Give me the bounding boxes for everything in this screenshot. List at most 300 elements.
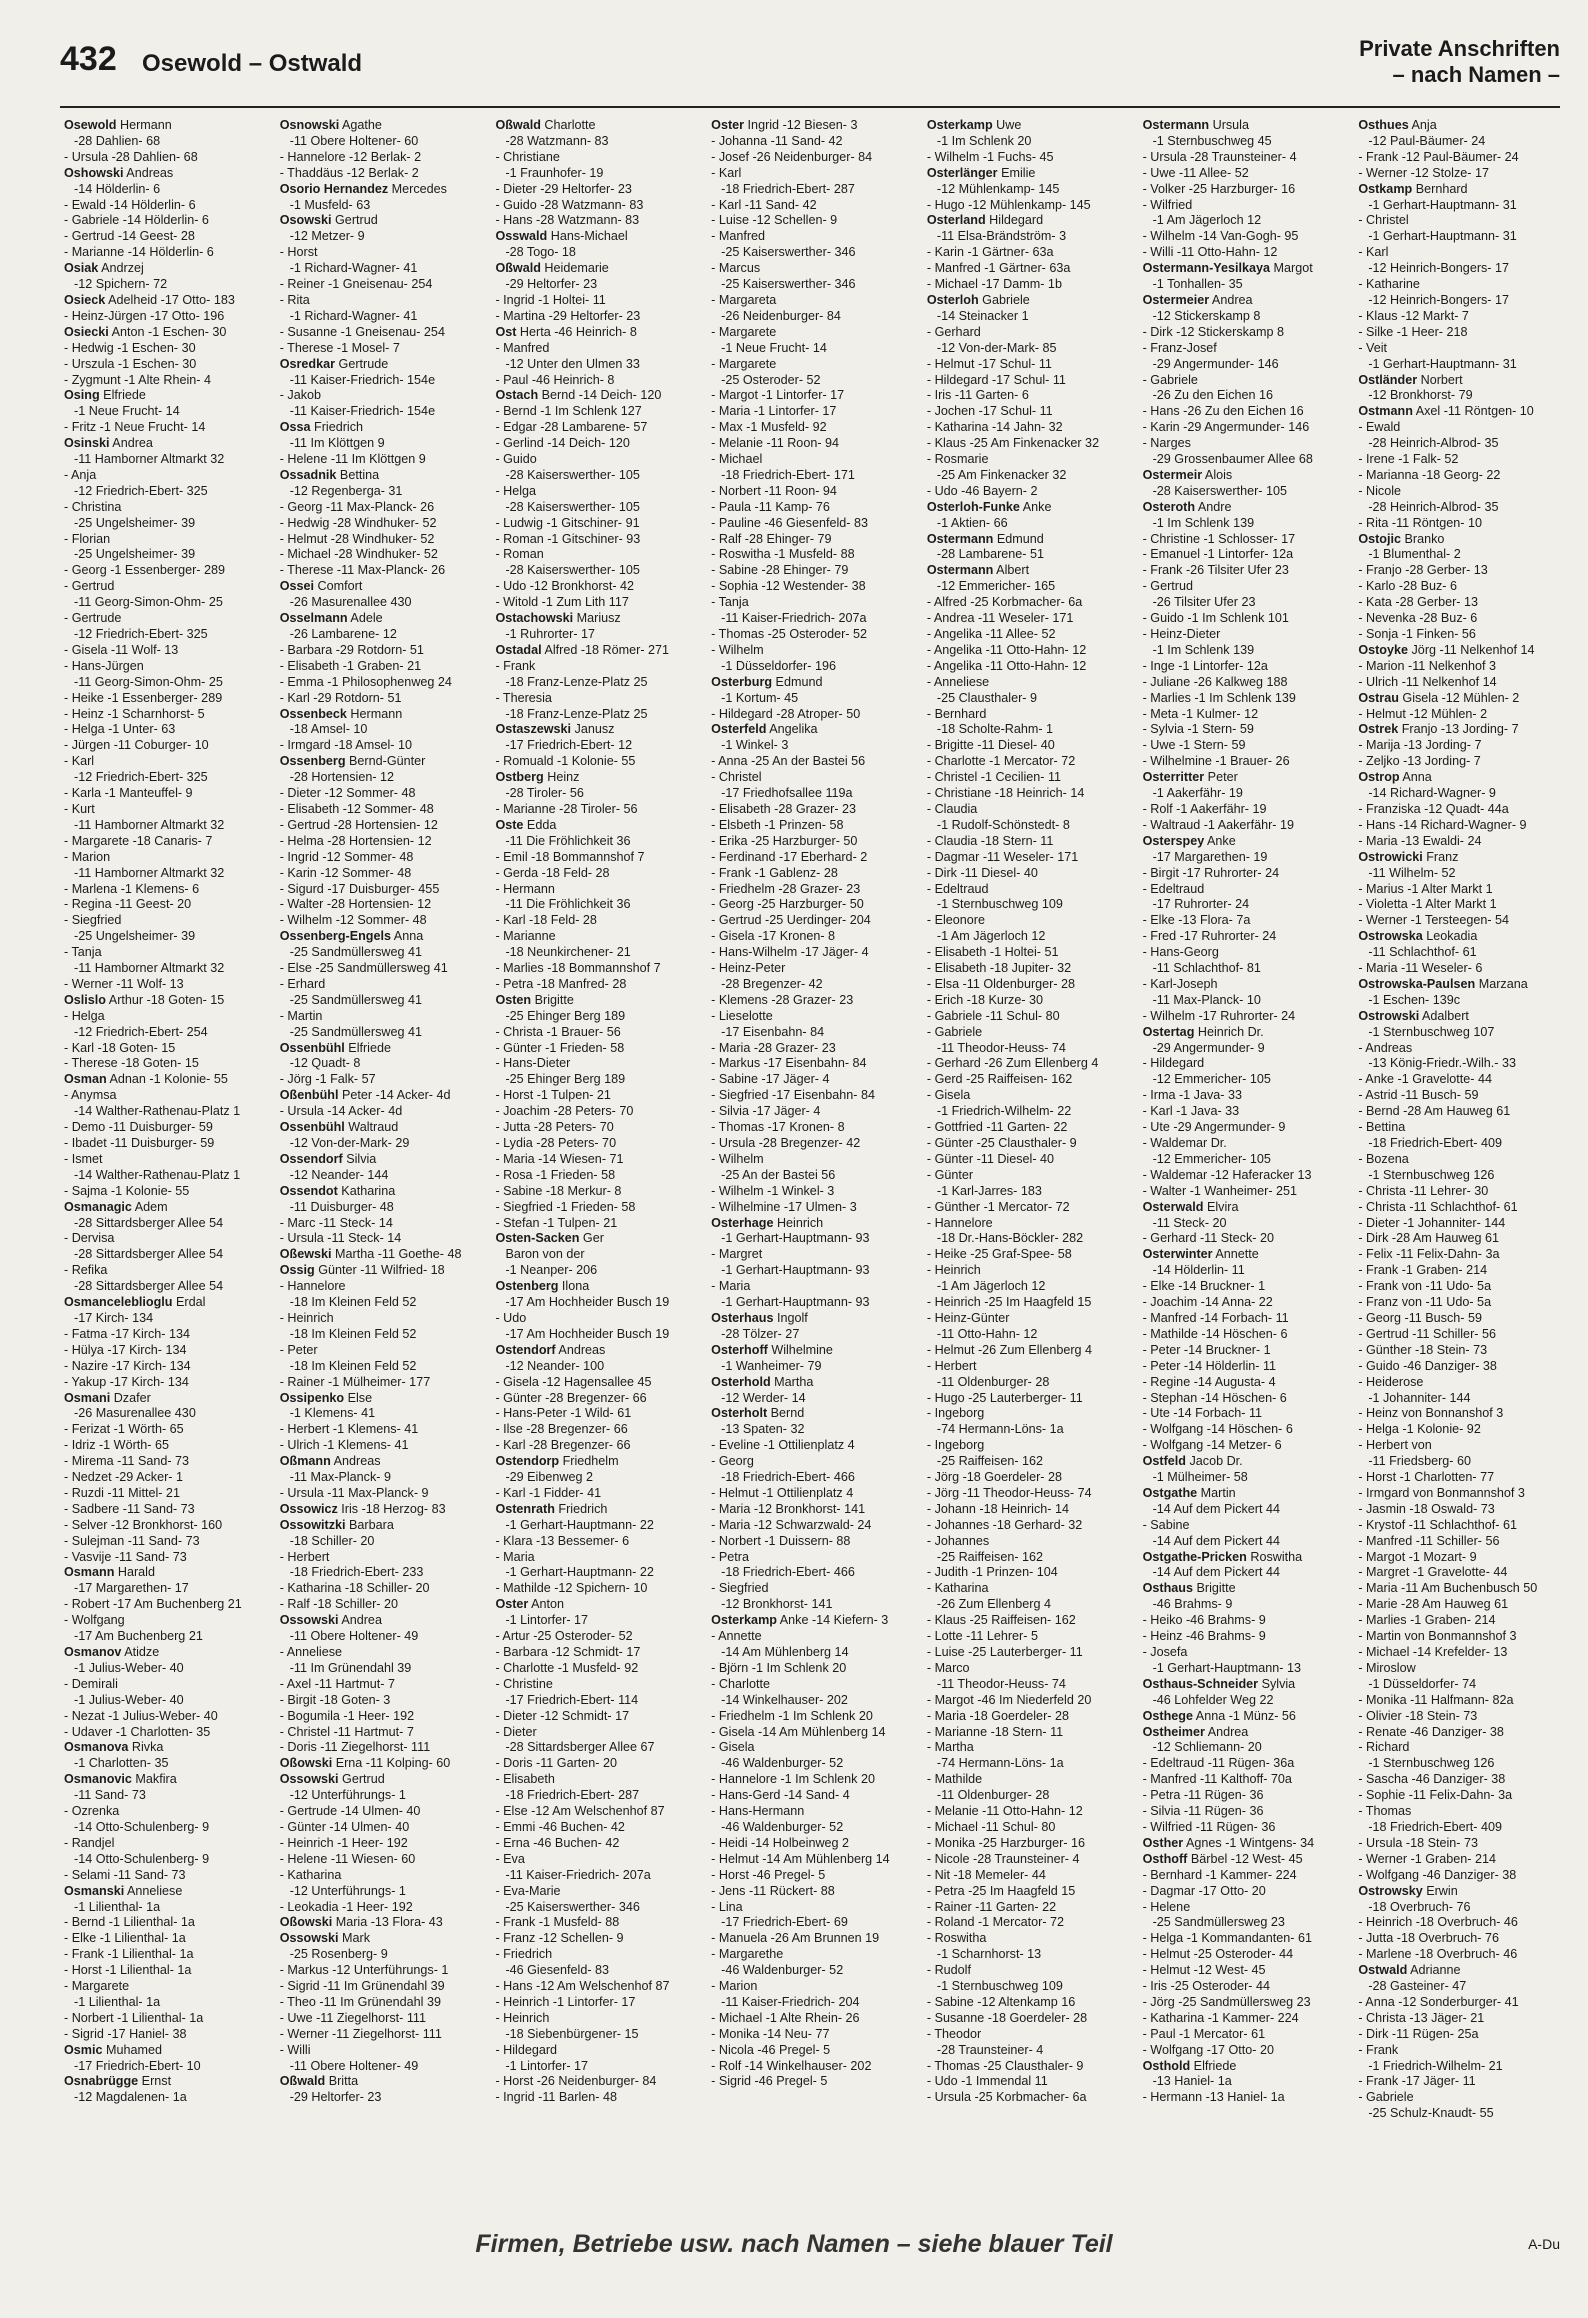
directory-entry (1358, 977, 1564, 993)
directory-entry (495, 1231, 701, 1247)
directory-entry: -1 Mülheimer- 58 (1152, 1470, 1248, 1485)
directory-entry: - Barbara -29 Rotdorn- 51 (279, 642, 424, 657)
directory-entry: - Gisela -14 Am Mühlenberg 14 (711, 1724, 886, 1739)
directory-entry: - Edeltraud -11 Rügen- 36a (1142, 1756, 1295, 1771)
surname: Ossenberg-Engels (279, 929, 391, 944)
directory-entry: - Ulrich -11 Nelkenhof 14 (1358, 674, 1497, 689)
directory-entry: - Marc -11 Steck- 14 (279, 1215, 393, 1230)
entry-detail: Heinrich (773, 1215, 824, 1230)
directory-entry: - Wilhelmine -1 Brauer- 26 (1142, 754, 1290, 769)
directory-entry: -28 Dahlien- 68 (74, 133, 161, 148)
surname: Ossowicz (279, 1501, 338, 1516)
directory-entry: - Doris -11 Garten- 20 (495, 1756, 617, 1771)
entry-detail: Britta (325, 2074, 359, 2089)
directory-entry: -28 Watzmann- 83 (505, 133, 609, 148)
entry-detail: Gertrud (338, 1772, 385, 1787)
directory-entry: -12 Magdalenen- 1a (74, 2090, 187, 2105)
directory-entry: - Sylvia -1 Stern- 59 (1142, 722, 1254, 737)
directory-entry: -12 Von-der-Mark- 29 (289, 1136, 410, 1150)
directory-entry: - Franz-Josef (1142, 340, 1217, 355)
surname: Oßowski (279, 1915, 333, 1930)
directory-entry: -1 Aakerfähr- 19 (1152, 786, 1243, 801)
directory-entry: - Hans-Hermann (711, 1804, 805, 1819)
directory-entry: -17 Eisenbahn- 84 (721, 1024, 825, 1039)
surname: Ostmann (1358, 404, 1413, 419)
directory-entry: - Marlies -1 Graben- 214 (1358, 1613, 1496, 1628)
directory-entry: - Mirema -11 Sand- 73 (64, 1454, 190, 1469)
surname: Ostertag (1142, 1024, 1195, 1039)
directory-entry: - Anymsa (64, 1088, 117, 1103)
directory-entry (64, 1295, 270, 1311)
surname: Ossowski (279, 1931, 339, 1946)
directory-entry: - Christine (495, 1676, 553, 1691)
directory-entry: -29 Angermunder- 146 (1152, 356, 1279, 371)
directory-entry: - Klaus -25 Raiffeisen- 162 (926, 1613, 1076, 1628)
directory-entry: - Hedwig -28 Windhuker- 52 (279, 515, 437, 530)
directory-entry: - Rita (279, 292, 310, 307)
directory-entry: - Iris -25 Osteroder- 44 (1142, 1979, 1270, 1994)
directory-entry: - Margret -1 Gravelotte- 44 (1358, 1565, 1508, 1580)
directory-entry: - Gabriele (1142, 372, 1198, 387)
directory-entry: -28 Heinrich-Albrod- 35 (1368, 499, 1499, 514)
directory-entry: -12 Emmericher- 165 (936, 579, 1056, 594)
directory-entry: - Christina (64, 499, 122, 514)
directory-entry: -26 Neidenburger- 84 (721, 308, 841, 323)
directory-entry: - Marie -28 Am Hauweg 61 (1358, 1597, 1509, 1612)
directory-entry: -18 Franz-Lenze-Platz 25 (505, 674, 648, 689)
directory-entry: - Erich -18 Kurze- 30 (926, 992, 1044, 1007)
entry-detail: Adalbert (1419, 1008, 1469, 1023)
directory-entry: -11 Max-Planck- 9 (289, 1470, 391, 1485)
surname: Ostermeir (1142, 467, 1203, 482)
directory-entry: -28 Sittardsberger Allee 54 (74, 1215, 224, 1230)
directory-entry: - Georg -11 Busch- 59 (1358, 1310, 1482, 1325)
directory-entry: - Hildegard (1142, 1056, 1205, 1071)
directory-entry: - Iris -11 Garten- 6 (926, 388, 1029, 403)
directory-entry: - Gabriele -11 Schul- 80 (926, 1008, 1060, 1023)
directory-entry: - Irmgard -18 Amsel- 10 (279, 738, 412, 753)
entry-detail: Heinz (543, 770, 580, 785)
entry-detail: Adem (131, 1199, 168, 1214)
directory-entry: - Marlene -18 Overbruch- 46 (1358, 1947, 1518, 1962)
surname: Osing (64, 388, 100, 403)
directory-entry: -1 Julius-Weber- 40 (74, 1692, 184, 1707)
directory-entry (280, 1915, 486, 1931)
surname: Osterwinter (1142, 1247, 1213, 1262)
directory-entry: - Michael -17 Damm- 1b (926, 277, 1062, 292)
directory-entry: -74 Hermann-Löns- 1a (936, 1756, 1064, 1771)
surname: Osnowski (279, 118, 340, 132)
directory-entry: - Werner -12 Stolze- 17 (1358, 165, 1489, 180)
directory-entry: - Jörg -18 Goerdeler- 28 (926, 1470, 1062, 1485)
surname: Ostrowski (1358, 1008, 1420, 1023)
directory-entry: -17 Margarethen- 17 (74, 1581, 189, 1596)
directory-entry: - Nezat -1 Julius-Weber- 40 (64, 1708, 218, 1723)
directory-entry: - Ursula -28 Traunsteiner- 4 (1142, 149, 1297, 164)
directory-entry: - Heinz-Peter (711, 961, 786, 976)
directory-entry: - Hans-Gerd -14 Sand- 4 (711, 1788, 850, 1803)
directory-entry: - Karin -1 Gärtner- 63a (926, 245, 1054, 260)
directory-entry (280, 420, 486, 436)
directory-entry: - Nicole (1358, 483, 1402, 498)
directory-entry: - Narges (1142, 436, 1191, 451)
directory-entry (711, 1343, 917, 1359)
directory-entry: - Dieter -29 Heltorfer- 23 (495, 181, 632, 196)
directory-entry (280, 579, 486, 595)
directory-entry: - Helga -1 Unter- 63 (64, 722, 176, 737)
directory-entry (64, 993, 270, 1009)
directory-entry: - Andreas (1358, 1040, 1413, 1055)
entry-detail: Gisela -12 Mühlen- 2 (1398, 690, 1520, 705)
directory-entry (280, 754, 486, 770)
surname: Osmanceleblioglu (64, 1295, 173, 1310)
directory-entry (280, 118, 486, 134)
directory-entry: - Helmut -25 Osteroder- 44 (1142, 1947, 1294, 1962)
directory-entry: - Ursula -25 Korbmacher- 6a (926, 2090, 1087, 2105)
directory-entry: -1 Gerhart-Hauptmann- 31 (1368, 229, 1517, 244)
directory-entry: - Roswitha -1 Musfeld- 88 (711, 547, 855, 562)
directory-entry: -18 Schiller- 20 (289, 1533, 375, 1548)
directory-entry: - Christa -1 Brauer- 56 (495, 1024, 621, 1039)
directory-entry: - Nicola -46 Pregel- 5 (711, 2042, 831, 2057)
directory-entry: - Herbert von (1358, 1438, 1432, 1453)
directory-entry: - Markus -17 Eisenbahn- 84 (711, 1056, 867, 1071)
directory-entry: - Roman (495, 547, 544, 562)
directory-entry: - Wilfried -11 Rügen- 36 (1142, 1819, 1276, 1834)
entry-detail: Ursula (1209, 118, 1249, 132)
directory-entry: - Jörg -1 Falk- 57 (279, 1072, 376, 1087)
entry-detail: Ingolf (773, 1310, 808, 1325)
entry-detail: Günter -11 Wilfried- 18 (314, 1263, 445, 1278)
directory-entry (64, 1645, 270, 1661)
directory-entry: -1 Sternbuschweg 109 (936, 897, 1063, 912)
directory-entry: - Marija -13 Jording- 7 (1358, 738, 1482, 753)
entry-detail: Andreas (123, 165, 174, 180)
directory-entry: -12 Friedrich-Ebert- 325 (74, 770, 208, 785)
directory-entry: -12 Unterführungs- 1 (289, 1788, 406, 1803)
directory-entry: - Emma -1 Philosophenweg 24 (279, 674, 452, 689)
directory-entry: - Charlotte -1 Mercator- 72 (926, 754, 1076, 769)
directory-entry (280, 2074, 486, 2090)
directory-entry: -1 Gerhart-Hauptmann- 22 (505, 1565, 654, 1580)
directory-entry: -46 Giesenfeld- 83 (505, 1963, 610, 1978)
directory-entry: - Volker -25 Harzburger- 16 (1142, 181, 1296, 196)
entry-detail: Erdal (172, 1295, 206, 1310)
directory-entry (64, 1740, 270, 1756)
directory-entry: - Bernhard -1 Kammer- 224 (1142, 1867, 1297, 1882)
entry-detail: Andreas (330, 1454, 381, 1469)
directory-entry: - Felix -11 Felix-Dahn- 3a (1358, 1247, 1500, 1262)
directory-entry (711, 1613, 917, 1629)
surname: Ostermeier (1142, 292, 1210, 307)
directory-entry: - Theo -11 Im Grünendahl 39 (279, 1994, 441, 2009)
directory-entry: - Horst -26 Neidenburger- 84 (495, 2074, 657, 2089)
directory-entry: -25 Osteroder- 52 (721, 372, 821, 387)
directory-entry: - Waldemar Dr. (1142, 1136, 1227, 1150)
directory-entry: - Selami -11 Sand- 73 (64, 1867, 186, 1882)
directory-entry: - Horst -46 Pregel- 5 (711, 1867, 826, 1882)
surname: Oslislo (64, 992, 106, 1007)
surname: Ossowitzki (279, 1517, 346, 1532)
directory-entry: - Elisabeth -18 Jupiter- 32 (926, 961, 1072, 976)
directory-entry: - Hugo -25 Lauterberger- 11 (926, 1390, 1083, 1405)
directory-entry: -12 Metzer- 9 (289, 229, 365, 244)
directory-entry: - Sigrid -17 Haniel- 38 (64, 2026, 187, 2041)
directory-entry: -46 Waldenburger- 52 (721, 1819, 844, 1834)
directory-entry: - Sabine -18 Merkur- 8 (495, 1183, 622, 1198)
entry-detail: Bärbel -12 West- 45 (1187, 1851, 1303, 1866)
directory-entry: -1 Sternbuschweg 109 (936, 1979, 1063, 1994)
directory-entry (64, 1772, 270, 1788)
directory-entry: - Maria (495, 1549, 535, 1564)
directory-entry: - Jutta -28 Peters- 70 (495, 1120, 614, 1135)
entry-detail: Martha -11 Goethe- 48 (331, 1247, 462, 1262)
directory-entry (495, 261, 701, 277)
directory-entry (280, 1184, 486, 1200)
directory-entry: - Margot -46 Im Niederfeld 20 (926, 1692, 1092, 1707)
directory-entry: - Ursula -14 Acker- 4d (279, 1104, 403, 1119)
directory-entry: - Edeltraud (926, 881, 989, 896)
directory-entry: -25 Kaiserswerther- 346 (505, 1899, 640, 1914)
directory-entry: - Anneliese (279, 1645, 343, 1659)
directory-entry: - Anna -25 An der Bastei 56 (711, 754, 866, 769)
directory-entry: - Christiane -18 Heinrich- 14 (926, 786, 1085, 801)
directory-entry: -17 Am Buchenberg 21 (74, 1629, 203, 1644)
directory-entry: - Karl -18 Feld- 28 (495, 913, 597, 928)
directory-entry (495, 993, 701, 1009)
entry-detail: Alois (1202, 467, 1233, 482)
directory-entry (1358, 770, 1564, 786)
directory-entry: - Angelika -11 Allee- 52 (926, 627, 1056, 641)
directory-entry: - Karl -18 Goten- 15 (64, 1040, 176, 1055)
directory-entry: - Sadbere -11 Sand- 73 (64, 1501, 195, 1516)
directory-entry: - Gisela (711, 1740, 755, 1755)
directory-entry: - Mathilde -14 Höschen- 6 (1142, 1326, 1288, 1341)
directory-entry: - Martin von Bonmannshof 3 (1358, 1629, 1517, 1644)
directory-entry: - Wilhelm -14 Van-Gogh- 95 (1142, 229, 1299, 244)
entry-detail: Friedrich (554, 1501, 608, 1516)
directory-entry: -11 Wilhelm- 52 (1368, 865, 1456, 880)
directory-entry: -18 Siebenbürgener- 15 (505, 2026, 639, 2041)
directory-entry: - Krystof -11 Schlachthof- 61 (1358, 1517, 1517, 1532)
surname: Osterfeld (711, 722, 767, 737)
directory-entry: -14 Hölderlin- 11 (1152, 1263, 1245, 1278)
directory-entry: -11 Die Fröhlichkeit 36 (505, 897, 631, 912)
directory-entry: - Rolf -1 Aakerfähr- 19 (1142, 801, 1267, 816)
directory-entry: -18 Friedrich-Ebert- 171 (721, 467, 855, 482)
directory-entry: - Erna -46 Buchen- 42 (495, 1835, 620, 1850)
directory-entry: - Rita -11 Röntgen- 10 (1358, 515, 1482, 530)
directory-entry: - Thomas -25 Clausthaler- 9 (926, 2058, 1084, 2073)
directory-entry (1143, 1486, 1349, 1502)
directory-entry: -17 Friedrich-Ebert- 10 (74, 2058, 201, 2073)
directory-entry: -1 Neue Frucht- 14 (721, 340, 827, 355)
directory-entry: - Heidi -14 Holbeinweg 2 (711, 1835, 850, 1850)
entry-detail: Atidze (121, 1645, 160, 1659)
directory-entry: -1 Gerhart-Hauptmann- 93 (721, 1295, 870, 1310)
entry-detail: Peter -14 Acker- 4d (338, 1088, 451, 1103)
directory-entry: - Hans -26 Zu den Eichen 16 (1142, 404, 1304, 419)
directory-entry: - Klemens -28 Grazer- 23 (711, 992, 854, 1007)
directory-entry: - Gottfried -11 Garten- 22 (926, 1120, 1068, 1135)
entry-detail: Alfred -18 Römer- 271 (541, 642, 670, 657)
directory-entry: - Elke -13 Flora- 7a (1142, 913, 1251, 928)
directory-entry: -12 Regenberga- 31 (289, 483, 403, 498)
directory-entry: - Demo -11 Duisburger- 59 (64, 1120, 213, 1135)
directory-entry: - Anna -12 Sonderburger- 41 (1358, 1994, 1519, 2009)
directory-entry: - Margarete (711, 356, 777, 371)
directory-entry: - Wolfgang (64, 1613, 125, 1628)
entry-detail: Martin (1197, 1485, 1236, 1500)
entry-detail: Gertrude (335, 356, 389, 371)
directory-entry: -1 Im Schlenk 139 (1152, 515, 1255, 530)
directory-entry: - Gerhard -11 Steck- 20 (1142, 1231, 1274, 1246)
entry-detail: Andreas (555, 1342, 606, 1357)
directory-entry: - Gertrude (64, 611, 122, 626)
directory-entry: - Maria -1 Lintorfer- 17 (711, 404, 837, 419)
directory-entry: -18 Friedrich-Ebert- 287 (505, 1788, 640, 1803)
directory-entry: -1 Rudolf-Schönstedt- 8 (936, 817, 1070, 832)
directory-entry (64, 1565, 270, 1581)
surname: Ossa (279, 420, 311, 435)
directory-entry: - Norbert -1 Duissern- 88 (711, 1533, 851, 1548)
entry-detail: Mercedes (388, 181, 447, 196)
directory-entry: -12 Unterführungs- 1 (289, 1883, 406, 1898)
directory-entry: - Melanie -11 Otto-Hahn- 12 (926, 1804, 1083, 1819)
directory-entry: - Gisela -11 Wolf- 13 (64, 642, 179, 657)
directory-entry: - Elisabeth -1 Holtei- 51 (926, 945, 1059, 960)
directory-entry: -12 Paul-Bäumer- 24 (1368, 133, 1486, 148)
directory-entry: - Heinrich -1 Lintorfer- 17 (495, 1994, 636, 2009)
entry-detail: Margot (1270, 261, 1313, 276)
directory-entry: - Meta -1 Kulmer- 12 (1142, 706, 1259, 721)
entry-detail: Norbert (1417, 372, 1463, 387)
directory-entry (1358, 722, 1564, 738)
directory-entry: -18 Im Kleinen Feld 52 (289, 1295, 417, 1310)
directory-entry: - Pauline -46 Giesenfeld- 83 (711, 515, 868, 530)
directory-entry: - Marianna -18 Georg- 22 (1358, 467, 1501, 482)
directory-entry: - Sonja -1 Finken- 56 (1358, 627, 1476, 641)
directory-entry: - Manfred -14 Forbach- 11 (1142, 1310, 1289, 1325)
directory-entry: - Helga -1 Kommandanten- 61 (1142, 1931, 1313, 1946)
directory-entry: - Dieter -12 Schmidt- 17 (495, 1708, 630, 1723)
directory-entry: - Heinz -46 Brahms- 9 (1142, 1629, 1266, 1644)
directory-entry: -12 Bronkhorst- 79 (1368, 388, 1473, 403)
directory-entry: -1 Scharnhorst- 13 (936, 1947, 1042, 1962)
directory-entry: - Heiderose (1358, 1374, 1424, 1389)
entry-detail: Adelheid -17 Otto- 183 (105, 292, 235, 307)
directory-entry: - Jürgen -11 Coburger- 10 (64, 738, 209, 753)
entry-detail: Ilona (558, 1279, 590, 1294)
directory-entry: -12 Neander- 100 (505, 1358, 605, 1373)
directory-entry: - Werner -1 Graben- 214 (1358, 1851, 1496, 1866)
directory-entry: -1 Am Jägerloch 12 (936, 1279, 1046, 1294)
surname: Osmanovic (64, 1772, 132, 1787)
directory-entry: - Gisela -17 Kronen- 8 (711, 929, 836, 944)
directory-entry: -14 Winkelhauser- 202 (721, 1692, 848, 1707)
directory-entry: -17 Friedrich-Ebert- 12 (505, 738, 633, 753)
directory-column-4 (711, 118, 917, 2200)
directory-entry: - Margot -1 Mozart- 9 (1358, 1549, 1477, 1564)
directory-entry (64, 1884, 270, 1900)
directory-entry: -12 Spichern- 72 (74, 277, 168, 292)
entry-detail: Angelika (766, 722, 818, 737)
surname: Osredkar (279, 356, 336, 371)
directory-entry: -1 Düsseldorfer- 74 (1368, 1676, 1477, 1691)
directory-entry: - Ulrich -1 Klemens- 41 (279, 1438, 409, 1453)
surname: Osterkamp (711, 1613, 777, 1628)
entry-detail: Herta -46 Heinrich- 8 (516, 324, 637, 339)
directory-entry: -1 Eschen- 139c (1368, 992, 1461, 1007)
directory-entry (1143, 118, 1349, 134)
directory-entry: - Karlo -28 Buz- 6 (1358, 579, 1458, 594)
surname: Oshowski (64, 165, 124, 180)
entry-detail: Iris -18 Herzog- 83 (337, 1501, 446, 1516)
directory-entry (1143, 1025, 1349, 1041)
directory-entry: - Hülya -17 Kirch- 134 (64, 1342, 187, 1357)
surname: Ostojic (1358, 531, 1402, 546)
directory-entry: - Ursula -11 Max-Planck- 9 (279, 1485, 429, 1500)
directory-entry (927, 213, 1133, 229)
directory-entry: -28 Gasteiner- 47 (1368, 1979, 1467, 1994)
surname: Osterloh (926, 292, 979, 307)
directory-entry: - Maria -12 Bronkhorst- 141 (711, 1501, 866, 1516)
directory-entry (280, 1041, 486, 1057)
directory-entry (64, 2043, 270, 2059)
directory-entry: - Michael -28 Windhuker- 52 (279, 547, 438, 562)
directory-entry: - Ilse -28 Bregenzer- 66 (495, 1422, 628, 1437)
directory-entry: -25 Sandmüllersweg 41 (289, 1024, 423, 1039)
entry-detail: Andrea (1204, 1724, 1249, 1739)
directory-entry: -11 Im Klöttgen 9 (289, 436, 385, 451)
directory-entry (64, 118, 270, 134)
directory-entry: -14 Richard-Wagner- 9 (1368, 786, 1496, 801)
directory-entry: - Zeljko -13 Jording- 7 (1358, 754, 1481, 769)
surname: Osthold (1142, 2058, 1191, 2073)
surname: Ossig (279, 1263, 315, 1278)
header-rule (60, 106, 1560, 108)
directory-entry: - Birgit -18 Goten- 3 (279, 1692, 391, 1707)
directory-entry: - Heinz-Jürgen -17 Otto- 196 (64, 308, 225, 323)
section-title (1359, 36, 1560, 88)
entry-detail: Anke (1019, 499, 1052, 514)
entry-detail: Bernhard (1412, 181, 1468, 196)
directory-entry (927, 500, 1133, 516)
directory-entry: - Astrid -11 Busch- 59 (1358, 1088, 1479, 1103)
entry-detail: Emilie (997, 165, 1036, 180)
directory-entry: - Thaddäus -12 Berlak- 2 (279, 165, 419, 180)
directory-entry: -14 Auf dem Pickert 44 (1152, 1565, 1280, 1580)
directory-entry: - Waldemar -12 Haferacker 13 (1142, 1167, 1312, 1182)
directory-entry: - Gabriele (1358, 2090, 1414, 2105)
entry-detail: Gabriele (978, 292, 1030, 307)
directory-entry: - Fatma -17 Kirch- 134 (64, 1326, 190, 1341)
directory-entry: -1 Julius-Weber- 40 (74, 1660, 184, 1675)
directory-entry: - Horst (279, 245, 318, 260)
directory-entry: - Dieter (495, 1724, 537, 1739)
directory-entry: - Hannelore (279, 1279, 346, 1294)
surname: Ossenbeck (279, 706, 347, 721)
directory-entry (1143, 261, 1349, 277)
directory-entry: - Idriz -1 Wörth- 65 (64, 1438, 169, 1453)
directory-column-5 (927, 118, 1133, 2200)
directory-entry: - Irmgard von Bonmannshof 3 (1358, 1485, 1525, 1500)
directory-entry: - Charlotte -1 Musfeld- 92 (495, 1660, 639, 1675)
directory-entry: - Ursula -11 Steck- 14 (279, 1231, 402, 1246)
directory-entry: - Hans -12 Am Welschenhof 87 (495, 1979, 670, 1994)
directory-entry (280, 182, 486, 198)
directory-entry: - Hannelore -12 Berlak- 2 (279, 149, 422, 164)
